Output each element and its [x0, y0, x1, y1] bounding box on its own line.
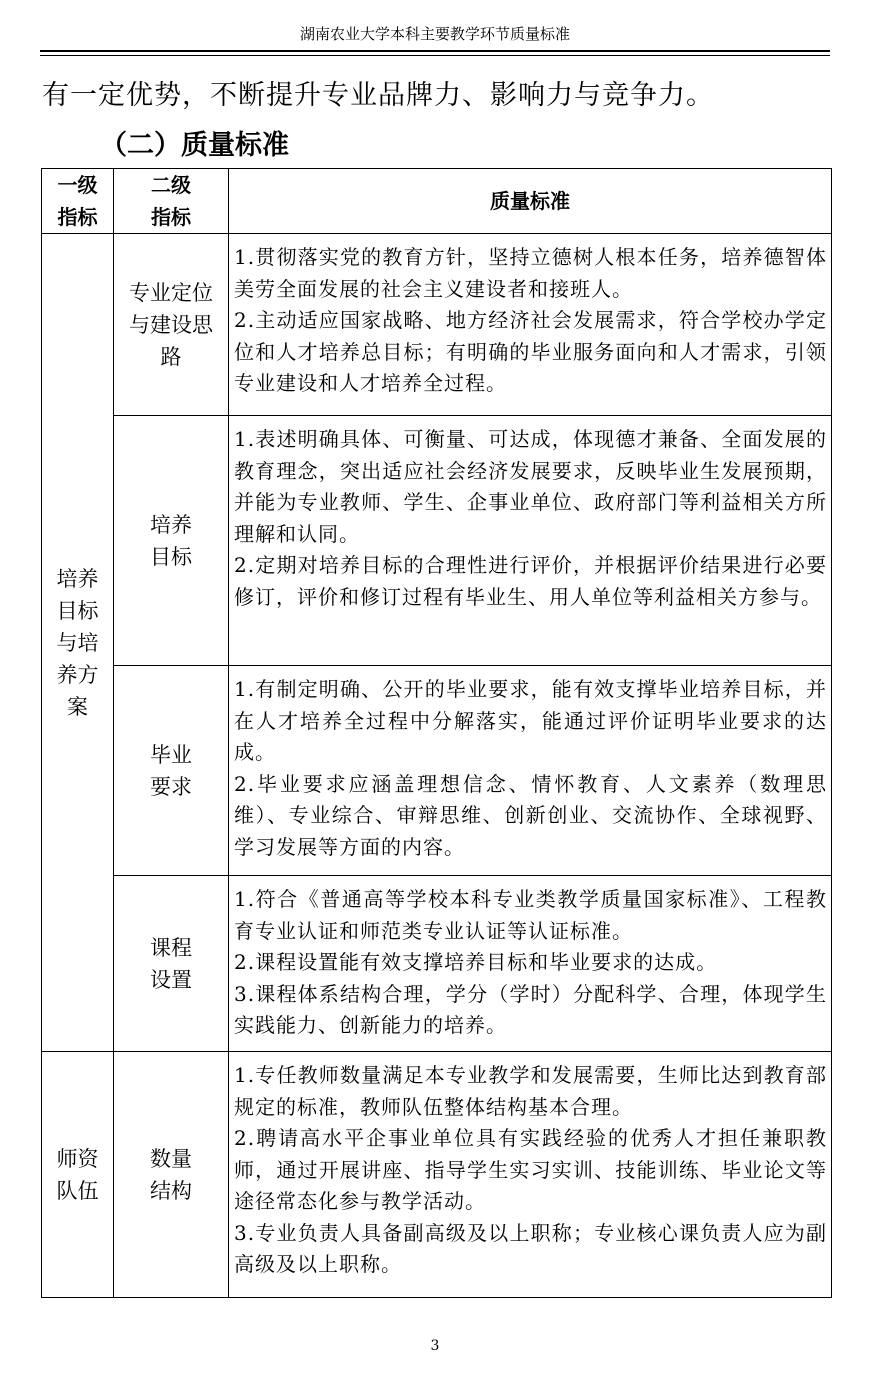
table-row: [42, 876, 832, 1052]
level1-cell: [42, 234, 114, 1052]
level2-line: 设置: [150, 967, 192, 992]
level1-line: 师资: [56, 1146, 99, 1171]
header-level2-line: 指标: [151, 205, 191, 229]
table-row: [42, 234, 832, 416]
standard-cell: [229, 666, 832, 876]
level1-cell: [42, 1052, 114, 1298]
level2-cell: [114, 234, 229, 416]
level2-line: 毕业: [150, 742, 192, 767]
level1-line: 案: [67, 694, 88, 719]
level2-line: 课程: [150, 935, 192, 960]
standard-item: 3.专业负责人具备副高级及以上职称；专业核心课负责人应为副高级及以上职称。: [234, 1220, 827, 1276]
level1-line: 养方: [56, 662, 99, 687]
level2-line: 专业定位: [129, 280, 213, 305]
standard-item: 2.定期对培养目标的合理性进行评价，并根据评价结果进行必要修订，评价和修订过程有毕业生、用人单位等利益相关方参与。: [234, 553, 827, 609]
level1-line: 目标: [56, 598, 99, 623]
table-row: [42, 416, 832, 666]
header-level2: [114, 169, 229, 234]
level2-cell: [114, 876, 229, 1052]
standard-item: 1.专任教师数量满足本专业教学和发展需要，生师比达到教育部规定的标准，教师队伍整体结构基本合理。: [234, 1063, 827, 1119]
level2-line: 结构: [150, 1178, 192, 1203]
standard-item: 1.贯彻落实党的教育方针，坚持立德树人根本任务，培养德智体美劳全面发展的社会主义建设者和接班人。: [234, 245, 827, 301]
quality-standard-table: [41, 168, 832, 1298]
standard-item: 2.聘请高水平企事业单位具有实践经验的优秀人才担任兼职教师，通过开展讲座、指导学生实习实训、技能训练、毕业论文等途径常态化参与教学活动。: [234, 1126, 827, 1213]
page-number: 3: [430, 1338, 440, 1354]
standard-cell: [229, 234, 832, 416]
standard-item: 3.课程体系结构合理，学分（学时）分配科学、合理，体现学生实践能力、创新能力的培养。: [234, 981, 827, 1037]
standard-item: 2.毕业要求应涵盖理想信念、情怀教育、人文素养（数理思维）、专业综合、审辩思维、创新创业、交流协作、全球视野、学习发展等方面的内容。: [234, 771, 827, 859]
section-title: （二）质量标准: [100, 130, 289, 161]
standard-item: 2.主动适应国家战略、地方经济社会发展需求，符合学校办学定位和人才培养总目标；有明确的毕业服务面向和人才需求，引领专业建设和人才培养全过程。: [234, 308, 827, 395]
level2-line: 培养: [150, 512, 192, 537]
table-row: [42, 1052, 832, 1298]
level1-line: 与培: [56, 630, 99, 655]
level1-line: 培养: [56, 566, 99, 591]
page-header: 湖南农业大学本科主要教学环节质量标准: [299, 25, 570, 43]
level2-line: 目标: [150, 544, 192, 569]
header-rule-thin: [40, 55, 830, 56]
standard-cell: [229, 876, 832, 1052]
level2-line: 与建设思: [129, 312, 213, 337]
level2-line: 路: [160, 344, 182, 369]
standard-item: 1.符合《普通高等学校本科专业类教学质量国家标准》、工程教育专业认证和师范类专业认证等认证标准。: [234, 887, 827, 943]
level2-cell: [114, 416, 229, 666]
header-level2-line: 二级: [151, 173, 191, 197]
level1-line: 队伍: [56, 1178, 99, 1203]
standard-item: 1.有制定明确、公开的毕业要求，能有效支撑毕业培养目标，并在人才培养全过程中分解落实，能通过评价证明毕业要求的达成。: [234, 677, 827, 764]
header-level1-line: 一级: [57, 173, 98, 197]
level2-cell: [114, 666, 229, 876]
level2-line: 要求: [150, 774, 192, 799]
header-level1-line: 指标: [57, 205, 98, 229]
level2-line: 数量: [150, 1146, 192, 1171]
intro-paragraph: 有一定优势，不断提升专业品牌力、影响力与竞争力。: [42, 80, 714, 111]
header-level1: [42, 169, 114, 234]
standard-item: 1.表述明确具体、可衡量、可达成，体现德才兼备、全面发展的教育理念，突出适应社会经济发展要求，反映毕业生发展预期，并能为专业教师、学生、企事业单位、政府部门等利益相关方所理解和认同。: [234, 427, 827, 546]
table-header-row: [42, 169, 832, 234]
standard-cell: [229, 1052, 832, 1298]
table-row: [42, 666, 832, 876]
standard-cell: [229, 416, 832, 666]
level2-cell: [114, 1052, 229, 1298]
standard-item: 2.课程设置能有效支撑培养目标和毕业要求的达成。: [234, 950, 718, 974]
header-standard: 质量标准: [229, 169, 832, 234]
header-rule: [40, 50, 830, 52]
